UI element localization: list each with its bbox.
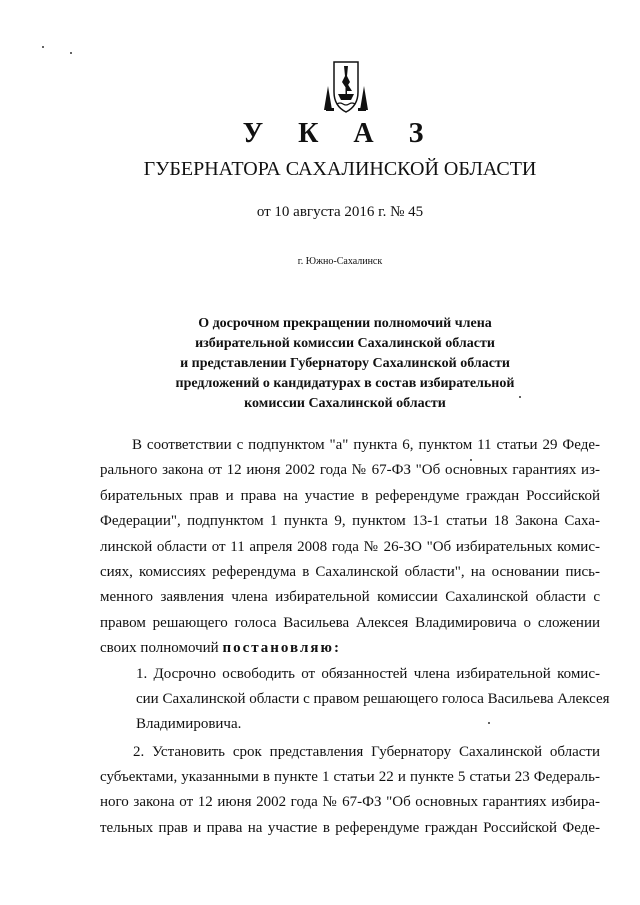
scan-speck [519, 396, 521, 398]
heading-line: комиссии Сахалинской области [244, 396, 446, 411]
body-line [100, 636, 600, 661]
document-title: У К А З [242, 118, 438, 149]
heading-line: предложений о кандидатурах в состав избирательной [175, 376, 515, 391]
sakhalin-coat-of-arms-icon [318, 58, 374, 114]
heading-line: и представлении Губернатору Сахалинской области [180, 356, 510, 371]
body-line: 1. Досрочно освободить от обязанностей члена избирательной комис- [136, 665, 600, 682]
body-line: сии Сахалинской области с правом решающего голоса Васильева Алексея [136, 690, 610, 707]
decree-body [100, 433, 610, 841]
decree-word: постановляю: [222, 640, 341, 657]
scan-speck [42, 46, 44, 48]
body-line: рального закона от 12 июня 2002 года № 67-ФЗ "Об основных гарантиях из- [100, 462, 600, 479]
preamble-last-text: своих полномочий [100, 640, 219, 657]
body-line: менного заявления члена избирательной комиссии Сахалинской области с [100, 589, 600, 606]
preamble-paragraph [100, 433, 600, 662]
body-line: субъектами, указанными в пункте 1 статьи 22 и пункте 5 статьи 23 Федераль- [100, 769, 600, 786]
body-line: сиях, комиссиях референдума в Сахалинской области", на основании пись- [100, 563, 600, 580]
body-line: линской области от 11 апреля 2008 года № 26-ЗО "Об избирательных комис- [100, 538, 600, 555]
heading-line: О досрочном прекращении полномочий члена [198, 316, 492, 331]
document-subtitle: ГУБЕРНАТОРА САХАЛИНСКОЙ ОБЛАСТИ [143, 158, 537, 180]
decree-heading [150, 314, 540, 414]
body-line: Федерации", подпунктом 1 пункта 9, пунктом 13-1 статьи 18 Закона Саха- [100, 513, 600, 530]
document-date-number: от 10 августа 2016 г. № 45 [256, 204, 424, 220]
scan-speck [70, 52, 72, 54]
document-city: г. Южно-Сахалинск [297, 256, 383, 267]
body-line: В соответствии с подпунктом "а" пункта 6, пунктом 11 статьи 29 Феде- [132, 437, 600, 453]
body-line: 2. Установить срок представления Губернатору Сахалинской области [133, 743, 600, 760]
body-line: бирательных прав и права на участие в референдуме граждан Российской [100, 487, 600, 504]
body-line: правом решающего голоса Васильева Алексея Владимировича о сложении [100, 614, 600, 631]
scan-speck [488, 722, 490, 724]
item-2-paragraph [100, 740, 600, 842]
body-line: тельных прав и права на участие в референдуме граждан Российской Феде- [100, 819, 600, 836]
body-line: Владимировича. [136, 716, 242, 733]
scan-speck [470, 459, 472, 461]
body-line: ного закона от 12 июня 2002 года № 67-ФЗ "Об основных гарантиях избира- [100, 794, 600, 811]
heading-line: избирательной комиссии Сахалинской области [195, 336, 495, 351]
item-1-paragraph [100, 662, 610, 738]
